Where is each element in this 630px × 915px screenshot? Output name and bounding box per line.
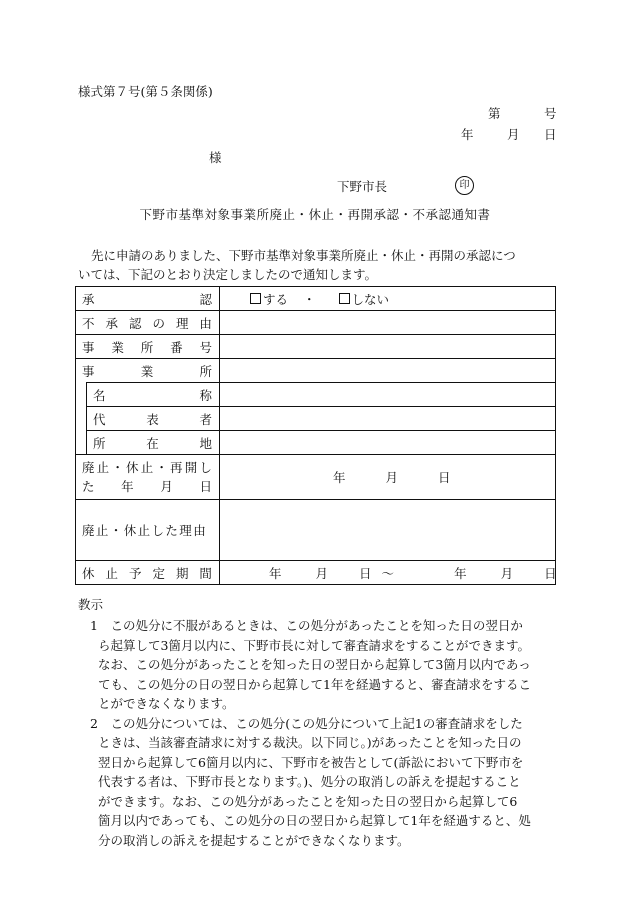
- date-day: 日: [544, 127, 557, 142]
- doc-number-dai: 第: [488, 106, 501, 121]
- representative-field[interactable]: [220, 407, 556, 431]
- checkbox-reject[interactable]: [339, 293, 350, 304]
- name-label: 名 称: [87, 383, 220, 407]
- suspension-label: 休 止 予 定 期 間: [76, 561, 220, 585]
- checkbox-approve[interactable]: [250, 293, 261, 304]
- notes-heading: 教示: [78, 597, 104, 612]
- office-field[interactable]: [220, 359, 556, 383]
- form-number: 様式第７号(第５条関係): [78, 84, 213, 99]
- office-label: 事 業 所: [76, 359, 220, 383]
- intro-line: いては、下記のとおり決定しましたので通知します。: [78, 267, 378, 282]
- issuer: 下野市長: [337, 179, 388, 194]
- date-year: 年: [461, 127, 474, 142]
- note-line: 1 この処分に不服があるときは、この処分があったことを知った日の翌日か: [90, 618, 523, 633]
- date-row: [76, 455, 556, 500]
- note-line: 分の取消しの訴えを提起することができなくなります。: [98, 832, 410, 848]
- suspension-row: [76, 561, 556, 585]
- representative-label: 代 表 者: [87, 407, 220, 431]
- date-label: 廃 止 ・ 休 止 ・ 再 開 し た 年 月 日: [76, 455, 220, 500]
- date-month: 月: [507, 127, 520, 142]
- approval-label: 承 認: [76, 287, 220, 311]
- office-number-field[interactable]: [220, 335, 556, 359]
- indent-spacer: [76, 407, 87, 431]
- name-field[interactable]: [220, 383, 556, 407]
- form-table: [75, 286, 556, 585]
- approval-row: [76, 287, 556, 311]
- intro-line: 先に申請のありました、下野市基準対象事業所廃止・休止・再開の承認につ: [91, 248, 516, 263]
- option-approve: する: [263, 291, 289, 307]
- closure-reason-row: [76, 500, 556, 561]
- addressee: 様: [209, 150, 222, 165]
- note-line: 箇月以内であっても、この処分の日の翌日から起算して1年を経過すると、処: [98, 813, 531, 828]
- date-field[interactable]: 年 月 日: [220, 455, 556, 500]
- intro-paragraph: [78, 246, 560, 284]
- office-number-row: [76, 335, 556, 359]
- note-line: 代表する者は、下野市長となります。)、処分の取消しの訴えを提起すること: [98, 774, 521, 789]
- office-number-label: 事 業 所 番 号: [76, 335, 220, 359]
- location-field[interactable]: [220, 431, 556, 455]
- location-row: [76, 431, 556, 455]
- note-line: ときは、当該審査請求に対する裁決。以下同じ。)があったことを知った日の: [98, 735, 522, 750]
- reason-value-field[interactable]: [220, 311, 556, 335]
- notes-list: [90, 616, 560, 850]
- note-line: ができます。なお、この処分があったことを知った日の翌日から起算して6: [98, 793, 518, 809]
- note-line: 2 この処分については、この処分(この処分について上記1の審査請求をした: [90, 715, 523, 731]
- doc-number-go: 号: [544, 106, 557, 121]
- closure-reason-field[interactable]: [220, 500, 556, 561]
- seal-icon: 印: [455, 176, 474, 195]
- name-row: [76, 383, 556, 407]
- reason-label: 不 承 認 の 理 由: [76, 311, 220, 335]
- representative-row: [76, 407, 556, 431]
- option-reject: しない: [351, 291, 390, 307]
- note-line: ても、この処分の日の翌日から起算して1年を経過すると、審査請求をするこ: [98, 676, 531, 692]
- indent-spacer: [76, 383, 87, 407]
- option-separator: ・: [303, 291, 316, 307]
- suspension-field[interactable]: 年 月 日 ～ 年 月 日: [220, 561, 556, 585]
- reason-row: [76, 311, 556, 335]
- note-line: 翌日から起算して6箇月以内に、下野市を被告として(訴訟において下野市を: [98, 754, 524, 770]
- note-line: なお、この処分があったことを知った日の翌日から起算して3箇月以内であっ: [98, 657, 531, 672]
- note-line: ら起算して3箇月以内に、下野市長に対して審査請求をすることができます。: [98, 637, 530, 653]
- document-title: 下野市基準対象事業所廃止・休止・再開承認・不承認通知書: [139, 207, 491, 222]
- note-line: とができなくなります。: [98, 696, 235, 711]
- location-label: 所 在 地: [87, 431, 220, 455]
- office-row: [76, 359, 556, 383]
- indent-spacer: [76, 431, 87, 455]
- closure-reason-label: 廃止・休止した理由: [76, 500, 220, 561]
- approval-value: [220, 287, 556, 311]
